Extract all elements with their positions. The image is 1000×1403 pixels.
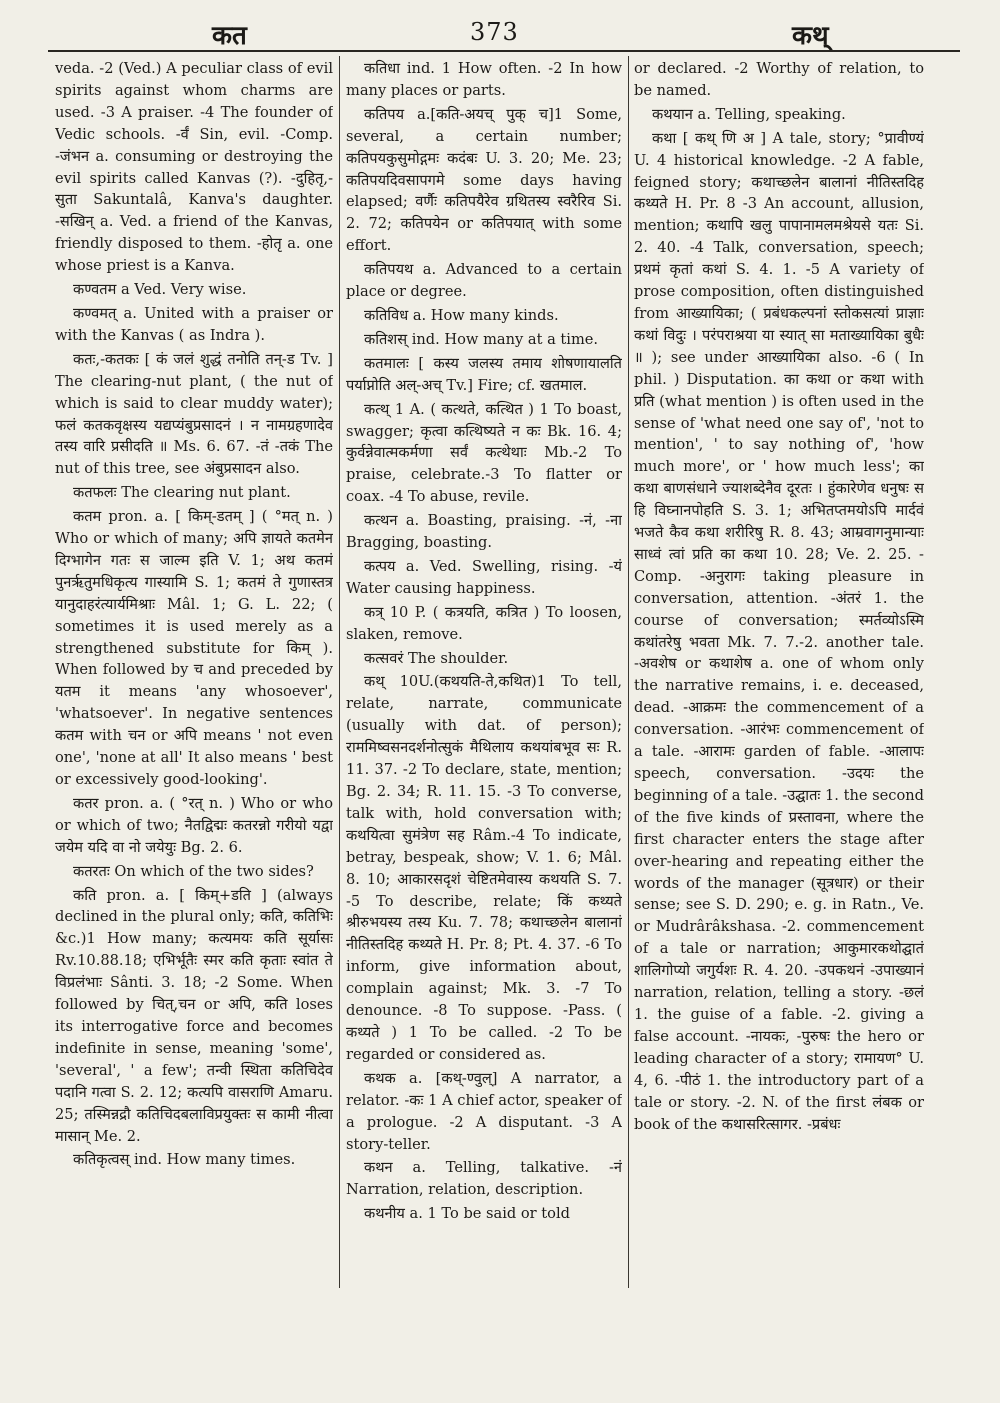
entry: कतम pron. a. [ किम्-डतम् ] ( °मत् n. ) Who or which of many; अपि ज्ञायते कतमेन दिग्भागेन गतः स जाल्म इति V. 1; अथ कतमं पुनर्ऋतुमधिकृत्य गास्यामि S. 1; कतमं ते गुणास्तत्र यानुदाहरंत्यार्यमिश्राः Mâl. 1; G. L. 22; ( sometimes it is used merely as a strengthened substitute for किम् ). When followed by च and preceded by यतम it means 'any whosoever', 'whatsoever'. In negative sentences कतम with चन or अपि means ' not even one', 'none at all' It also means ' best or excessively good-looking'. (55, 508, 333, 788)
header-rule (48, 50, 960, 52)
entry: कथ् 10U.(कथयति-ते,कथित)1 To tell, relate, narrate, communicate (usually with dat. of person); राममिष्वसनदर्शनोत्सुकं मैथिलाय कथयांबभूव सः R. 11. 37. -2 To declare, state, mention; Bg. 2. 34; R. 11. 15. -3 To converse, talk with, hold conversation with; कथयित्वा सुमंत्रेण सह Râm.-4 To indicate, betray, bespeak, show; V. 1. 6; Mâl. 8. 10; आकारसदृशं चेष्टितमेवास्य कथयति S. 7. -5 To describe, relate; किं कथ्यते श्रीरुभयस्य तस्य Ku. 7. 78; कथाच्छलेन बालानां नीतिस्तदिह कथ्यते H. Pr. 8; Pt. 4. 37. -6 To inform, give information about, complain against; Mk. 3. -7 To denounce. -8 To suppose. -Pass. ( कथ्यते ) 1 To be called. -2 To be regarded or considered as. (346, 673, 622, 1063)
entry: कतिकृत्वस् ind. How many times. (73, 1151, 296, 1169)
entry: कत्सवरं The shoulder. (364, 649, 509, 667)
column-divider (628, 56, 629, 1288)
column-2 (346, 58, 622, 1288)
entry: कथन a. Telling, talkative. -नं Narration, relation, description. (346, 1159, 622, 1199)
entry: कथनीय a. 1 To be said or told (364, 1205, 570, 1223)
entry: कथयान a. Telling, speaking. (652, 105, 846, 123)
entry: कत्थ् 1 A. ( कत्थते, कत्थित ) 1 To boast, swagger; कृत्वा कत्थिष्यते न कः Bk. 16. 4; कुर्वन्नेवात्मकर्मणा सर्वं कत्थेथाः Mb.-2 To praise, celebrate.-3 To flatter or coax. -4 To abuse, revile. (346, 400, 622, 506)
entry-text: veda. -2 (Ved.) A peculiar class of evil spirits against whom charms are used. -3 A praiser. -4 The founder of Vedic schools. -र्वं Sin, evil. -Comp. -जंभन a. consuming or destroying the evil spirits called Kanvas (?). -दुहितृ,-सुता Sakuntalâ, Kanva's daughter. -सखिन् a. Ved. a friend of the Kanvas, friendly disposed to them. -होतृ a. one whose priest is a Kanva. (55, 60, 333, 275)
entry: कतफलः The clearing nut plant. (73, 484, 291, 502)
page-number: 373 (470, 18, 519, 46)
entry: कतिविध a. How many kinds. (364, 306, 559, 324)
running-header (40, 12, 960, 52)
entry: कथा [ कथ् णि अ ] A tale, story; °प्रावीण्यं U. 4 historical knowledge. -2 A fable, feigned story; कथाच्छलेन बालानां नीतिस्तदिह कथ्यते H. Pr. 8 -3 An account, allusion, mention; कथापि खलु पापानामलमश्रेयसे यतः Si. 2. 40. -4 Talk, conversation, speech; प्रथमं कृतां कथां S. 4. 1. -5 A variety of prose composition, often distinguished from आख्यायिका; ( प्रबंधकल्पनां स्तोकसत्यां प्राज्ञाः कथां विदुः । परंपराश्रया या स्यात् सा मताख्यायिका बुधैः ॥ ); see under आख्यायिका also. -6 ( In phil. ) Disputation. का कथा or कथा with प्रति (what mention ) is often used in the sense of 'what need one say of', 'not to mention', ' to say nothing of', 'how much more', or ' how much less'; का कथा बाणसंधाने ज्याशब्देनैव दूरतः । हुंकारेणेव धनुषः स हि विघ्नानपोहति S. 3. 1; अभितप्तमयोऽपि मार्दवं भजते कैव कथा शरीरिषु R. 8. 43; आम्रवागनुमान्याः साध्वं त्वां प्रति का कथा 10. 28; Ve. 2. 25. -Comp. -अनुरागः taking pleasure in conversation, attention. -अंतरं 1. the course of conversation; स्मर्तव्योऽस्मि कथांतरेषु भवता Mk. 7. 7.-2. another tale. -अवशेष or कथाशेष a. one of whom only the narrative remains, i. e. deceased, dead. -आक्रमः the commencement of a conversation. -आरंभः commencement of a tale. -आरामः garden of fable. -आलापः speech, conversation. -उदयः the beginning of a tale. -उद्घातः 1. the second of the five kinds of प्रस्तावना, where the first character enters the stage after over-hearing and repeating either the words of the manager (सूत्रधार) or their sense; see S. D. 290; e. g. in Ratn., Ve. or Mudrârâkshasa. -2. commencement of a tale or narration; आकुमारकथोद्घातं शालिगोप्यो जगुर्यशः R. 4. 20. -उपकथनं -उपाख्यानं narration, relation, telling a story. -छलं 1. the guise of a fable. -2. giving a false account. -नायकः, -पुरुषः the hero or leading character of a story; रामायण° U. 4, 6. -पीठं 1. the introductory part of a tale or story. -2. N. of the first लंबक or book of the कथासरित्सागर. -प्रबंधः (634, 129, 924, 1133)
entry: कतर pron. a. ( °रत् n. ) Who or who or which of two; नैतद्विद्मः कतरन्नो गरीयो यद्वा जयेम यदि वा नो जयेयुः Bg. 2. 6. (55, 794, 333, 856)
entry: कतिशस् ind. How many at a time. (364, 330, 599, 348)
entry: कतमालः [ कस्य जलस्य तमाय शोषणायालति पर्याप्नोति अल्-अच् Tv.] Fire; cf. खतमाल. (346, 354, 622, 394)
entry: कत्पय a. Ved. Swelling, rising. -यं Water causing happiness. (346, 557, 622, 597)
header-right-word: कथ् (792, 21, 829, 51)
entry: कतिपयथ a. Advanced to a certain place or degree. (346, 261, 622, 301)
entry-text: or declared. -2 Worthy of relation, to be named. (634, 60, 924, 99)
column-3 (634, 58, 924, 1288)
entry: कथक a. [कथ्-ण्वुल्] A narrator, a relator. -कः 1 A chief actor, speaker of a prologue. -2 A disputant. -3 A story-teller. (346, 1069, 622, 1153)
entry: कत्र् 10 P. ( कत्रयति, कत्रित ) To loosen, slaken, remove. (346, 603, 622, 643)
entry: कतिपय a.[कति-अयच् पुक् च]1 Some, several, a certain number; कतिपयकुसुमोद्गमः कदंबः U. 3. 20; Me. 23; कतिपयदिवसापगमे some days having elapsed; वर्णैः कतिपयैरेव ग्रथितस्य स्वरैरिव Si. 2. 72; कतिपयेन or कतिपयात् with some effort. (346, 105, 622, 255)
entry: कतिधा ind. 1 How often. -2 In how many places or parts. (346, 60, 622, 99)
column-1 (55, 58, 333, 1288)
entry: कण्वमत् a. United with a praiser or with the Kanvas ( as Indra ). (55, 304, 333, 344)
entry: कत्थन a. Boasting, praising. -नं, -ना Bragging, boasting. (346, 512, 622, 552)
column-divider (339, 56, 340, 1288)
entry: कतरतः On which of the two sides? (73, 862, 314, 880)
entry: कतः,-कतकः [ कं जलं शुद्धं तनोति तन्-ड Tv. ] The clearing-nut plant, ( the nut of which is said to clear muddy water); फलं कतकवृक्षस्य यद्यप्यंबुप्रसादनं । न नामग्रहणादेव तस्य वारि प्रसीदति ॥ Ms. 6. 67. -तं -तकं The nut of this tree, see अंबुप्रसादन also. (55, 350, 333, 478)
entry: कति pron. a. [ किम्+डति ] (always declined in the plural only; कति, कतिभिः &c.)1 How many; कत्यमयः कति सूर्यासः Rv.10.88.18; एभिर्भूतैः स्मर कति कृताः स्वांत ते विप्रलंभाः Sânti. 3. 18; -2 Some. When followed by चित्,चन or अपि, कति loses its interrogative force and becomes indefinite in sense, meaning 'some', 'several', ' a few'; तन्वी स्थिता कतिचिदेव पदानि गत्वा S. 2. 12; कत्यपि वासराणि Amaru. 25; तस्मिन्नद्रौ कतिचिदबलाविप्रयुक्तः स कामी नीत्वा मासान् Me. 2. (55, 886, 333, 1145)
entry: कण्वतम a Ved. Very wise. (73, 281, 247, 299)
header-left-word: कत (212, 21, 247, 51)
